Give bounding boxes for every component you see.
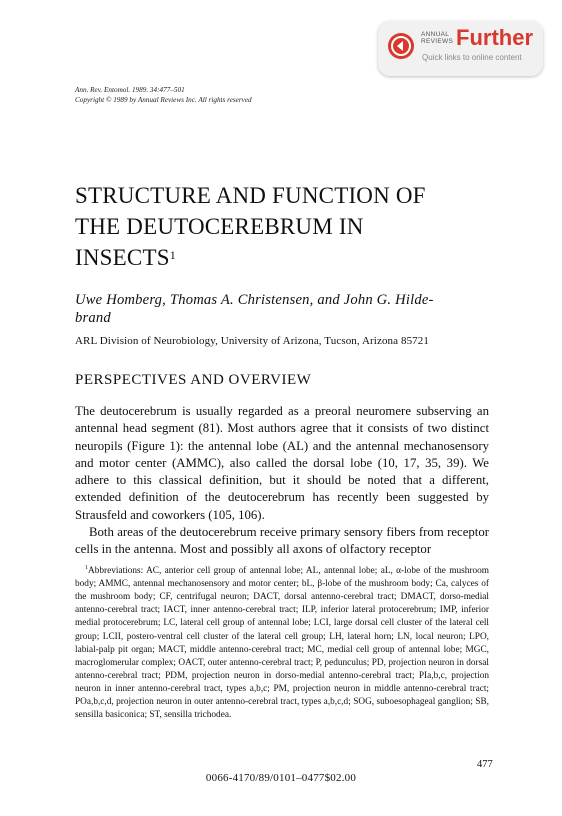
price-code: 0066-4170/89/0101–0477$02.00 [205, 772, 357, 784]
citation-line: Ann. Rev. Entomol. 1989. 34:477–501 [75, 86, 185, 94]
paragraph: Both areas of the deutocerebrum receive primary sensory fibers from receptor cells in the antenna. Most and possibly all axons of olfactory receptor [75, 525, 489, 557]
further-badge[interactable] [378, 21, 543, 76]
article-title: STRUCTURE AND FUNCTION OF THE DEUTOCEREBRUM IN INSECTS$^1$ [75, 183, 426, 270]
footnote-text: Abbreviations: AC, anterior cell group of antennal lobe; AL, antennal lobe; aL, α-lobe of the mushroom body; AMMC, antennal mechanosensory and motor center; bL, β-lobe of the mushroom body; Ca, calyces of the mushroom body; CF, centrifugal neuron; DACT, dorsal antenno-cerebral tract; DMACT, dorso-medial antenno-cerebral tract; IACT, inner antenno-cerebral tract; ILP, inferior lateral protocerebrum; IMP, inferior medial protocerebrum; LC, lateral cell group of antennal lobe; LCI, large dorsal cell cluster of the lateral cell group; LCII, postero-ventral cell cluster of the lateral cell group; LH, lateral horn; LN, local neuron; LPO, labial-palp pit organ; MACT, middle antenno-cerebral tract; MC, medial cell group of antennal lobe; MGC, macroglomerular complex; OACT, outer antenno-cerebral tract; P, pedunculus; PD, projection neuron in dorsal antenno-cerebral tract; PDM, projection neuron in dorso-medial antenno-cerebral tract; PIa,b,c, projection neuron in inner antenno-cerebral tract, types a,b,c; PM, projection neuron in middle antenno-cerebral tract; POa,b,c,d, projection neuron in outer antenno-cerebral tract, types a,b,c,d; SOG, suboesophageal ganglion; SB, sensilla basiconica; ST, sensilla trichodea. [75, 566, 489, 721]
abbreviations-footnote [75, 562, 489, 722]
annual-reviews-label: ANNUAL REVIEWS [421, 31, 454, 45]
quick-links-label[interactable]: Quick links to online content [422, 53, 522, 62]
play-icon [388, 33, 414, 59]
footnote-marker: 1 [85, 565, 88, 571]
further-label[interactable]: Further [456, 25, 533, 50]
paragraph: The deutocerebrum is usually regarded as a preoral neuromere subserving an antennal head segment (81). Most authors agree that it consists of two distinct neuropils (Figure 1): the antennal lobe (AL) and the antennal mechanosensory and motor center (AMMC), also called the dorsal lobe (10, 17, 35, 39). We adhere to this classical definition, but it should be noted that a different, extended definition of the deutocerebrum has recently been suggested by Strausfeld and coworkers (105, 106). [75, 404, 489, 522]
body-text [75, 403, 489, 559]
author-list: Uwe Homberg, Thomas A. Christensen, and John G. Hilde- brand [75, 292, 434, 326]
journal-citation [75, 85, 252, 105]
copyright-line: Copyright © 1989 by Annual Reviews Inc. All rights reserved [75, 96, 252, 104]
page-number: 477 [477, 759, 493, 770]
affiliation: ARL Division of Neurobiology, University of Arizona, Tucson, Arizona 85721 [75, 335, 429, 347]
section-heading: PERSPECTIVES AND OVERVIEW [75, 372, 312, 388]
title-footnote-marker: 1 [169, 248, 176, 262]
